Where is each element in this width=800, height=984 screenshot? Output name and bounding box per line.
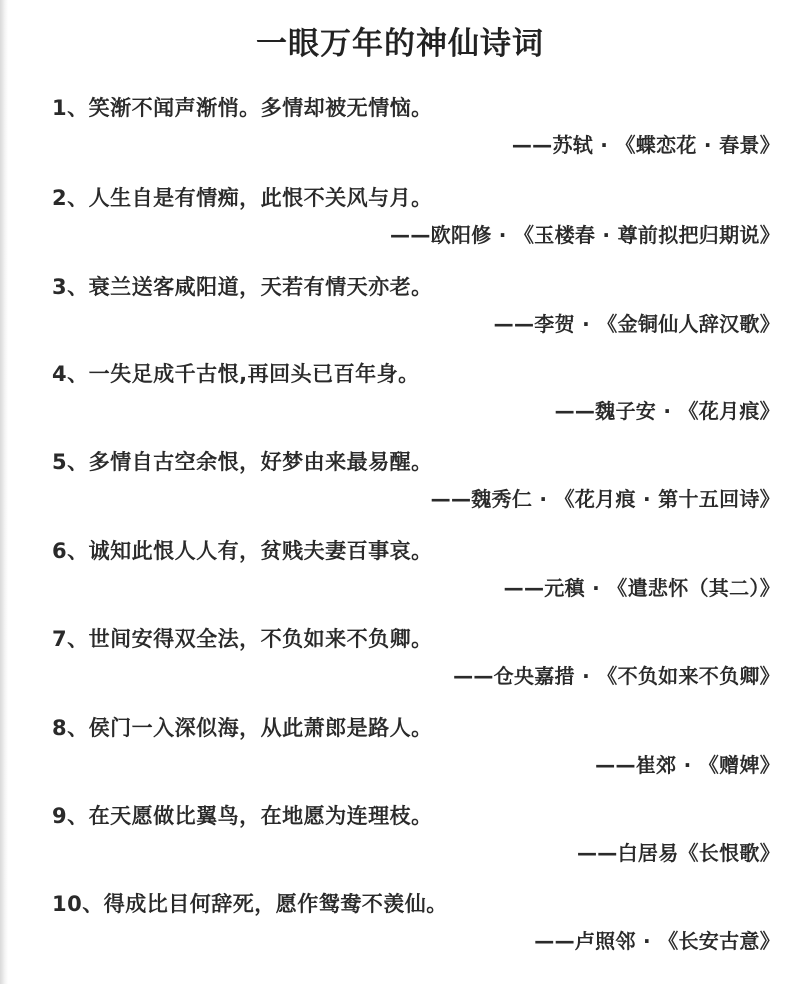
poem-line: 1、笑渐不闻声渐悄。多情却被无情恼。 — [52, 96, 433, 120]
poem-item — [0, 535, 800, 615]
poem-source: ——卢照邻 · 《长安古意》 — [534, 929, 780, 953]
poem-line: 10、得成比目何辞死，愿作鸳鸯不羡仙。 — [52, 892, 448, 916]
poem-source: ——李贺 · 《金铜仙人辞汉歌》 — [493, 312, 780, 336]
poem-item — [0, 623, 800, 703]
poem-line: 8、侯门一入深似海，从此萧郎是路人。 — [52, 716, 433, 740]
poem-source: ——欧阳修 · 《玉楼春 · 尊前拟把归期说》 — [390, 223, 780, 247]
poem-item — [0, 358, 800, 438]
poem-line: 3、衰兰送客咸阳道，天若有情天亦老。 — [52, 275, 433, 299]
poem-source: ——魏子安 · 《花月痕》 — [554, 399, 780, 423]
poem-source: ——崔郊 · 《赠婢》 — [595, 753, 780, 777]
page-title: 一眼万年的神仙诗词 — [256, 26, 544, 62]
poem-item — [0, 92, 800, 172]
poem-line: 7、世间安得双全法，不负如来不负卿。 — [52, 627, 433, 651]
poem-line: 5、多情自古空余恨，好梦由来最易醒。 — [52, 450, 433, 474]
poem-source: ——魏秀仁 · 《花月痕 · 第十五回诗》 — [430, 487, 780, 511]
poem-line: 9、在天愿做比翼鸟，在地愿为连理枝。 — [52, 804, 433, 828]
poem-item — [0, 800, 800, 880]
poem-item — [0, 271, 800, 351]
poem-line: 2、人生自是有情痴，此恨不关风与月。 — [52, 186, 433, 210]
poem-item — [0, 182, 800, 262]
poem-item — [0, 446, 800, 526]
poem-source: ——白居易《长恨歌》 — [577, 841, 780, 865]
poem-line: 6、诚知此恨人人有，贫贱夫妻百事哀。 — [52, 539, 433, 563]
poem-item — [0, 888, 800, 968]
poem-item — [0, 712, 800, 792]
poem-source: ——苏轼 · 《蝶恋花 · 春景》 — [511, 133, 780, 157]
poem-source: ——元稹 · 《遣悲怀（其二）》 — [503, 576, 780, 600]
poem-source: ——仓央嘉措 · 《不负如来不负卿》 — [453, 664, 780, 688]
poem-line: 4、一失足成千古恨,再回头已百年身。 — [52, 362, 420, 386]
